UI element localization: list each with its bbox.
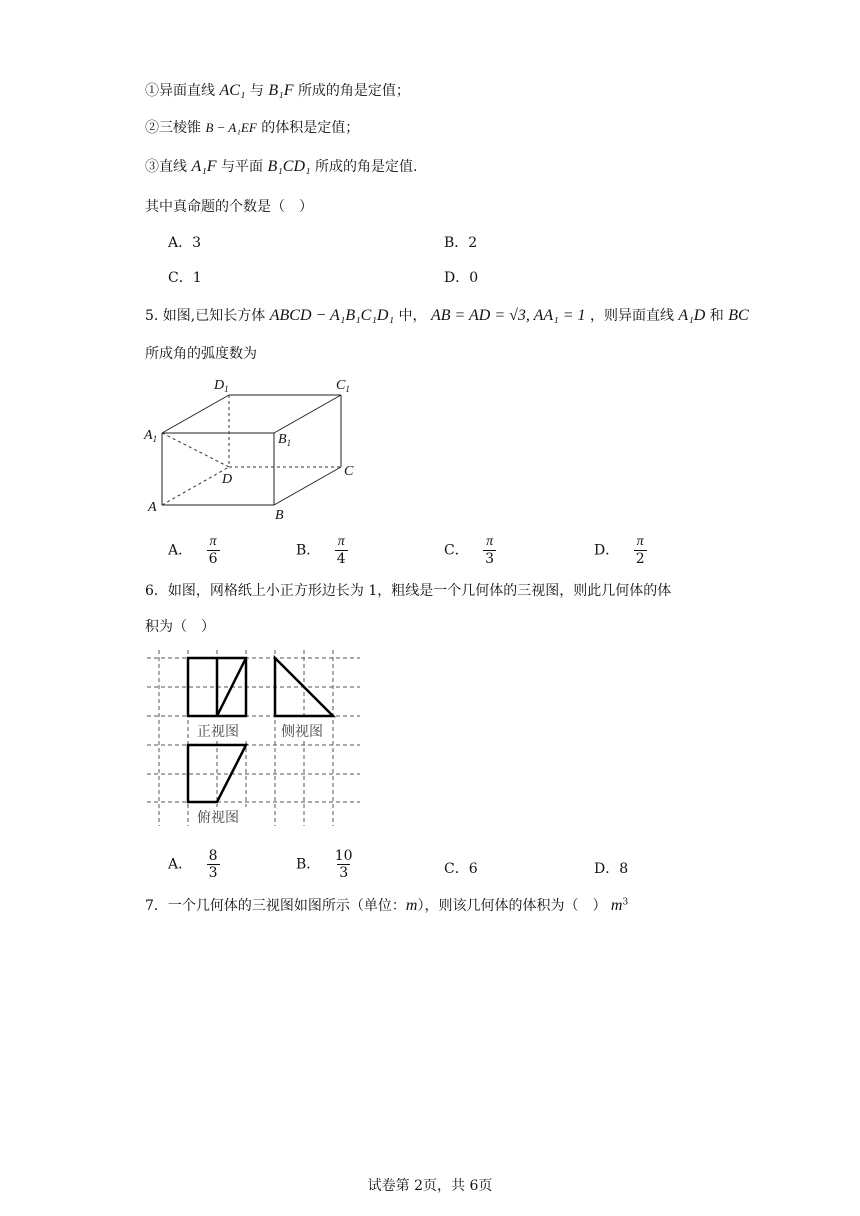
q7-stem <box>145 895 628 915</box>
q5-math-2: AB = AD = √3, AA₁ = 1 <box>430 307 586 324</box>
q5-option-b-den: 4 <box>336 551 346 567</box>
q4-option-c <box>168 267 202 287</box>
q7-text-2: ），则该几何体的体积为（ ） <box>417 898 607 914</box>
q6-option-d-value: 8 <box>619 861 629 877</box>
q5-text-2: 中， <box>398 308 427 324</box>
label-c: C <box>344 464 354 479</box>
q5-option-d-label: D． <box>594 542 620 559</box>
q5-math-4: BC <box>728 307 749 324</box>
statement-1-math-1: AC₁ <box>219 82 246 99</box>
q5-option-a-num: π <box>209 534 217 549</box>
q5-option-b <box>296 534 348 567</box>
q4-option-b-value: 2 <box>468 235 478 251</box>
q7-text-1: 7．一个几何体的三视图如图所示（单位： <box>145 898 406 914</box>
statement-3-mid: 与平面 <box>221 159 264 175</box>
q4-option-c-value: 1 <box>192 270 202 286</box>
label-d: D <box>222 472 233 487</box>
q5-text-3: ，则异面直线 <box>589 308 674 324</box>
q6-option-d <box>594 858 628 878</box>
q5-option-d-fraction <box>634 534 647 567</box>
q6-option-a-label: A． <box>168 856 193 873</box>
q5-option-d <box>594 534 647 567</box>
q6-option-a-num: 8 <box>208 848 218 864</box>
q5-option-c-fraction <box>483 534 496 567</box>
q4-option-b <box>444 232 477 252</box>
q5-option-d-den: 2 <box>635 551 645 567</box>
q4-option-a <box>168 232 201 252</box>
statement-1 <box>145 80 410 100</box>
q6-option-c-value: 6 <box>468 861 478 877</box>
q6-option-d-label: D． <box>594 861 620 877</box>
q6-three-view-figure <box>145 650 365 830</box>
q6-option-b-fraction <box>335 848 353 881</box>
statement-3-math-1: A₁F <box>191 158 217 175</box>
statement-2-prefix: ②三棱锥 <box>145 120 201 136</box>
q5-option-c-label: C． <box>444 542 469 559</box>
statement-1-prefix: ①异面直线 <box>145 83 215 99</box>
edge-a-d <box>162 467 229 505</box>
label-b: B <box>275 508 284 520</box>
q4-option-c-label: C． <box>168 270 193 286</box>
q4-option-a-label: A． <box>168 235 193 251</box>
caption-top-view: 俯视图 <box>197 810 239 826</box>
q5-stem-line-2: 所成角的弧度数为 <box>145 346 257 362</box>
edge-a1-d1 <box>162 395 229 433</box>
q5-option-a-fraction <box>207 534 220 567</box>
statement-2 <box>145 117 359 137</box>
statement-3 <box>145 156 418 176</box>
caption-side-view: 侧视图 <box>281 724 323 740</box>
q4-option-a-value: 3 <box>192 235 202 251</box>
label-d1: $D_1$ <box>214 378 229 394</box>
page-footer: 试卷第 2页，共 6页 <box>367 1178 493 1194</box>
q6-option-b-num: 10 <box>334 848 353 864</box>
q5-option-c-den: 3 <box>485 551 495 567</box>
q5-math-3: A₁D <box>678 307 706 324</box>
q6-option-a-den: 3 <box>208 865 218 881</box>
edge-b1-c1 <box>274 395 341 433</box>
q5-option-b-num: π <box>337 534 345 549</box>
label-a: A <box>148 500 157 515</box>
q6-option-a-fraction <box>207 848 220 881</box>
q5-box-figure <box>140 375 360 520</box>
q6-option-b-label: B． <box>296 856 321 873</box>
q6-option-b <box>296 848 353 881</box>
q5-option-b-label: B． <box>296 542 321 559</box>
q4-stem: 其中真命题的个数是（ ） <box>145 199 313 215</box>
q6-option-b-den: 3 <box>339 865 349 881</box>
q6-option-c-label: C． <box>444 861 469 877</box>
label-c1: $C_1$ <box>336 378 350 394</box>
q5-option-a <box>168 534 220 567</box>
q5-stem-line-1 <box>145 305 749 325</box>
q5-option-b-fraction <box>335 534 348 567</box>
q6-stem-line-1: 6．如图，网格纸上小正方形边长为 1，粗线是一个几何体的三视图，则此几何体的体 <box>145 583 672 599</box>
q7-unit: m <box>405 897 418 914</box>
q4-option-d-label: D． <box>444 270 470 286</box>
q5-option-a-label: A． <box>168 542 193 559</box>
statement-1-math-2: B₁F <box>268 82 294 99</box>
q5-math-1: ABCD − A₁B₁C₁D₁ <box>269 307 395 324</box>
statement-2-suffix: 的体积是定值； <box>261 120 360 136</box>
q4-option-b-label: B． <box>444 235 469 251</box>
q7-unit-exponent: 3 <box>622 897 629 908</box>
q6-option-a <box>168 848 220 881</box>
edge-b-c <box>274 467 341 505</box>
q7-unit-2: m <box>610 897 623 914</box>
q6-option-c <box>444 858 478 878</box>
statement-3-prefix: ③直线 <box>145 159 187 175</box>
q6-stem-line-2: 积为（ ） <box>145 619 215 635</box>
diagonal-a1-d <box>162 433 229 467</box>
statement-2-math-1: B − A₁EF <box>205 120 257 135</box>
q5-option-a-den: 6 <box>208 551 218 567</box>
q5-text-4: 和 <box>709 308 724 324</box>
statement-3-math-2: B₁CD₁ <box>267 158 311 175</box>
q5-option-c-num: π <box>486 534 494 549</box>
q4-option-d <box>444 267 478 287</box>
label-b1: $B_1$ <box>278 432 292 448</box>
label-a1: $A_1$ <box>144 428 158 444</box>
statement-3-suffix: 所成的角是定值. <box>315 159 418 175</box>
statement-1-suffix: 所成的角是定值； <box>297 83 410 99</box>
q5-option-c <box>444 534 496 567</box>
q5-text-1: 5. 如图,已知长方体 <box>145 308 266 324</box>
caption-front-view: 正视图 <box>197 724 239 740</box>
statement-1-mid: 与 <box>249 83 264 99</box>
q5-option-d-num: π <box>636 534 644 549</box>
q4-option-d-value: 0 <box>469 270 479 286</box>
